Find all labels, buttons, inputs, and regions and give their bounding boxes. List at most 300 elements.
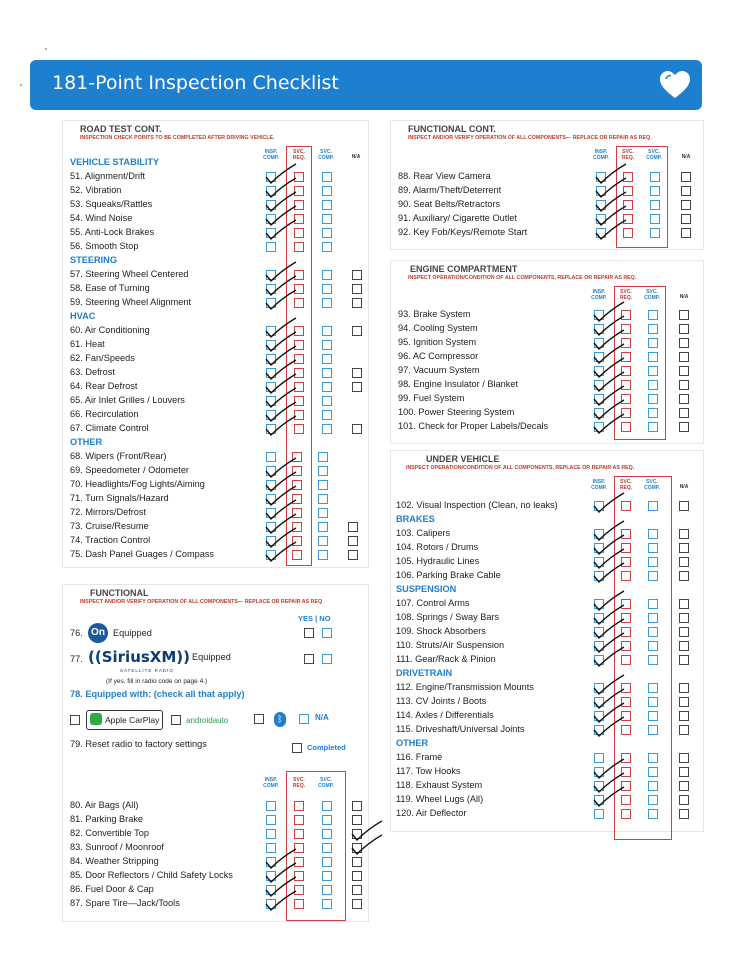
rt-2-1-insp-checkbox[interactable]: [266, 340, 276, 350]
functional-cont-title: FUNCTIONAL CONT.: [408, 124, 496, 134]
uv-3-0-na-checkbox[interactable]: [679, 753, 689, 763]
uv-3-3-svc-comp-checkbox[interactable]: [648, 795, 658, 805]
sirius-yes-checkbox[interactable]: [304, 654, 314, 664]
uv-1-4-insp-checkbox[interactable]: [594, 655, 604, 665]
rt-0-5-svc-comp-checkbox[interactable]: [322, 242, 332, 252]
checklist-item-label: 109. Shock Absorbers: [396, 626, 486, 636]
col-insp-2: INSP. COMP.: [263, 777, 279, 789]
uv-first-svc-req-checkbox[interactable]: [621, 501, 631, 511]
uv-2-2-svc-req-checkbox[interactable]: [621, 711, 631, 721]
en-4-svc-comp-checkbox[interactable]: [648, 366, 658, 376]
rt-2-7-insp-checkbox[interactable]: [266, 424, 276, 434]
header-banner: [30, 60, 702, 110]
en-3-svc-req-checkbox[interactable]: [621, 352, 631, 362]
carplay-logo: [86, 710, 163, 730]
uv-0-0-svc-req-checkbox[interactable]: [621, 529, 631, 539]
en-5-na-checkbox[interactable]: [679, 380, 689, 390]
uv-2-0-svc-comp-checkbox[interactable]: [648, 683, 658, 693]
item-76-number: 76.: [70, 628, 83, 638]
fn-2-svc-req-checkbox[interactable]: [294, 829, 304, 839]
uv-3-4-svc-comp-checkbox[interactable]: [648, 809, 658, 819]
uv-2-1-na-checkbox[interactable]: [679, 697, 689, 707]
rt-0-0-svc-comp-checkbox[interactable]: [322, 172, 332, 182]
android-auto-checkbox[interactable]: [171, 715, 181, 725]
uv-3-2-svc-comp-checkbox[interactable]: [648, 781, 658, 791]
uv-2-2-na-checkbox[interactable]: [679, 711, 689, 721]
rt-1-2-svc-req-checkbox[interactable]: [294, 298, 304, 308]
rt-3-5-insp-checkbox[interactable]: [266, 522, 276, 532]
fn-4-svc-req-checkbox[interactable]: [294, 857, 304, 867]
fn-7-svc-req-checkbox[interactable]: [294, 899, 304, 909]
fc-3-svc-req-checkbox[interactable]: [623, 214, 633, 224]
en-1-na-checkbox[interactable]: [679, 324, 689, 334]
uv-1-2-svc-comp-checkbox[interactable]: [648, 627, 658, 637]
fn-2-insp-checkbox[interactable]: [266, 829, 276, 839]
en-7-insp-checkbox[interactable]: [594, 408, 604, 418]
rt-3-0-insp-checkbox[interactable]: [266, 452, 276, 462]
uv-0-2-insp-checkbox[interactable]: [594, 557, 604, 567]
uv-2-2-insp-checkbox[interactable]: [594, 711, 604, 721]
uv-0-1-svc-req-checkbox[interactable]: [621, 543, 631, 553]
fc-0-na-checkbox[interactable]: [681, 172, 691, 182]
rt-3-6-svc-comp-checkbox[interactable]: [318, 536, 328, 546]
en-8-svc-req-checkbox[interactable]: [621, 422, 631, 432]
uv-3-2-svc-req-checkbox[interactable]: [621, 781, 631, 791]
fn-2-na-checkbox[interactable]: [352, 829, 362, 839]
fc-0-svc-req-checkbox[interactable]: [623, 172, 633, 182]
fc-1-svc-comp-checkbox[interactable]: [650, 186, 660, 196]
bluetooth-checkbox[interactable]: [254, 714, 264, 724]
rt-0-2-svc-comp-checkbox[interactable]: [322, 200, 332, 210]
rt-1-2-svc-comp-checkbox[interactable]: [322, 298, 332, 308]
checklist-item-label: 83. Sunroof / Moonroof: [70, 842, 164, 852]
rt-0-5-insp-checkbox[interactable]: [266, 242, 276, 252]
uv-3-2-insp-checkbox[interactable]: [594, 781, 604, 791]
uv-0-0-na-checkbox[interactable]: [679, 529, 689, 539]
na-checkbox[interactable]: [299, 714, 309, 724]
uv-first-insp-checkbox[interactable]: [594, 501, 604, 511]
rt-3-4-svc-req-checkbox[interactable]: [292, 508, 302, 518]
checklist-item-label: 63. Defrost: [70, 367, 115, 377]
en-6-svc-req-checkbox[interactable]: [621, 394, 631, 404]
carplay-label: Apple CarPlay: [105, 715, 160, 725]
col-na-3: N/A: [681, 154, 691, 160]
fn-1-svc-comp-checkbox[interactable]: [322, 815, 332, 825]
uv-1-3-svc-req-checkbox[interactable]: [621, 641, 631, 651]
road-test-title: ROAD TEST CONT.: [80, 124, 162, 134]
rt-0-4-insp-checkbox[interactable]: [266, 228, 276, 238]
rt-3-6-insp-checkbox[interactable]: [266, 536, 276, 546]
en-8-insp-checkbox[interactable]: [594, 422, 604, 432]
fn-1-na-checkbox[interactable]: [352, 815, 362, 825]
fc-2-na-checkbox[interactable]: [681, 200, 691, 210]
en-7-svc-req-checkbox[interactable]: [621, 408, 631, 418]
rt-0-1-svc-comp-checkbox[interactable]: [322, 186, 332, 196]
uv-0-3-na-checkbox[interactable]: [679, 571, 689, 581]
rt-3-2-svc-comp-checkbox[interactable]: [318, 480, 328, 490]
uv-1-4-svc-req-checkbox[interactable]: [621, 655, 631, 665]
uv-2-3-svc-comp-checkbox[interactable]: [648, 725, 658, 735]
rt-2-7-svc-req-checkbox[interactable]: [294, 424, 304, 434]
fn-5-svc-req-checkbox[interactable]: [294, 871, 304, 881]
bluetooth-icon: ᛒ: [274, 712, 286, 727]
rt-3-7-svc-req-checkbox[interactable]: [292, 550, 302, 560]
uv-2-0-insp-checkbox[interactable]: [594, 683, 604, 693]
en-0-svc-comp-checkbox[interactable]: [648, 310, 658, 320]
rt-2-0-na-checkbox[interactable]: [352, 326, 362, 336]
uv-1-0-svc-comp-checkbox[interactable]: [648, 599, 658, 609]
uv-3-1-na-checkbox[interactable]: [679, 767, 689, 777]
rt-0-3-svc-comp-checkbox[interactable]: [322, 214, 332, 224]
en-2-svc-req-checkbox[interactable]: [621, 338, 631, 348]
checklist-item-label: 97. Vacuum System: [398, 365, 480, 375]
uv-3-2-na-checkbox[interactable]: [679, 781, 689, 791]
rt-3-3-svc-comp-checkbox[interactable]: [318, 494, 328, 504]
uv-1-3-na-checkbox[interactable]: [679, 641, 689, 651]
fn-2-svc-comp-checkbox[interactable]: [322, 829, 332, 839]
uv-2-1-insp-checkbox[interactable]: [594, 697, 604, 707]
fn-7-insp-checkbox[interactable]: [266, 899, 276, 909]
uv-0-1-na-checkbox[interactable]: [679, 543, 689, 553]
onstar-logo: On: [88, 623, 108, 643]
fn-0-na-checkbox[interactable]: [352, 801, 362, 811]
onstar-yes-checkbox[interactable]: [304, 628, 314, 638]
fc-4-na-checkbox[interactable]: [681, 228, 691, 238]
rt-3-5-na-checkbox[interactable]: [348, 522, 358, 532]
rt-2-5-svc-req-checkbox[interactable]: [294, 396, 304, 406]
rt-1-1-na-checkbox[interactable]: [352, 284, 362, 294]
uv-3-1-svc-req-checkbox[interactable]: [621, 767, 631, 777]
rt-2-4-na-checkbox[interactable]: [352, 382, 362, 392]
en-1-svc-comp-checkbox[interactable]: [648, 324, 658, 334]
fn-5-na-checkbox[interactable]: [352, 871, 362, 881]
uv-0-2-svc-req-checkbox[interactable]: [621, 557, 631, 567]
rt-2-0-svc-comp-checkbox[interactable]: [322, 326, 332, 336]
fn-6-svc-req-checkbox[interactable]: [294, 885, 304, 895]
rt-2-4-svc-req-checkbox[interactable]: [294, 382, 304, 392]
checklist-item-label: 117. Tow Hooks: [396, 766, 461, 776]
rt-3-6-na-checkbox[interactable]: [348, 536, 358, 546]
en-0-na-checkbox[interactable]: [679, 310, 689, 320]
rt-0-1-svc-req-checkbox[interactable]: [294, 186, 304, 196]
rt-2-6-svc-comp-checkbox[interactable]: [322, 410, 332, 420]
uv-2-0-svc-req-checkbox[interactable]: [621, 683, 631, 693]
uv-first-na-checkbox[interactable]: [679, 501, 689, 511]
page-title: 181-Point Inspection Checklist: [52, 72, 339, 94]
rt-3-7-insp-checkbox[interactable]: [266, 550, 276, 560]
checklist-item-label: 93. Brake System: [398, 309, 471, 319]
rt-1-0-na-checkbox[interactable]: [352, 270, 362, 280]
uv-3-4-na-checkbox[interactable]: [679, 809, 689, 819]
en-6-insp-checkbox[interactable]: [594, 394, 604, 404]
uv-1-0-na-checkbox[interactable]: [679, 599, 689, 609]
en-5-svc-req-checkbox[interactable]: [621, 380, 631, 390]
fn-3-svc-comp-checkbox[interactable]: [322, 843, 332, 853]
uv-1-1-na-checkbox[interactable]: [679, 613, 689, 623]
rt-2-6-insp-checkbox[interactable]: [266, 410, 276, 420]
uv-0-0-svc-comp-checkbox[interactable]: [648, 529, 658, 539]
rt-0-0-insp-checkbox[interactable]: [266, 172, 276, 182]
rt-2-2-svc-comp-checkbox[interactable]: [322, 354, 332, 364]
na-label: N/A: [315, 713, 329, 722]
rt-3-0-svc-comp-checkbox[interactable]: [318, 452, 328, 462]
uv-3-3-na-checkbox[interactable]: [679, 795, 689, 805]
rt-1-2-na-checkbox[interactable]: [352, 298, 362, 308]
fn-0-svc-comp-checkbox[interactable]: [322, 801, 332, 811]
fc-3-svc-comp-checkbox[interactable]: [650, 214, 660, 224]
checklist-item-label: 80. Air Bags (All): [70, 800, 139, 810]
fc-1-svc-req-checkbox[interactable]: [623, 186, 633, 196]
uv-0-2-na-checkbox[interactable]: [679, 557, 689, 567]
en-4-insp-checkbox[interactable]: [594, 366, 604, 376]
checklist-item-label: 118. Exhaust System: [396, 780, 483, 790]
rt-0-1-insp-checkbox[interactable]: [266, 186, 276, 196]
uv-3-0-svc-comp-checkbox[interactable]: [648, 753, 658, 763]
fn-0-svc-req-checkbox[interactable]: [294, 801, 304, 811]
rt-3-1-insp-checkbox[interactable]: [266, 466, 276, 476]
uv-2-1-svc-req-checkbox[interactable]: [621, 697, 631, 707]
en-8-svc-comp-checkbox[interactable]: [648, 422, 658, 432]
uv-3-3-svc-req-checkbox[interactable]: [621, 795, 631, 805]
col-svc-comp-2: SVC. COMP.: [318, 777, 334, 789]
uv-1-4-na-checkbox[interactable]: [679, 655, 689, 665]
uv-2-0-na-checkbox[interactable]: [679, 683, 689, 693]
rt-0-0-svc-req-checkbox[interactable]: [294, 172, 304, 182]
en-1-svc-req-checkbox[interactable]: [621, 324, 631, 334]
fn-3-svc-req-checkbox[interactable]: [294, 843, 304, 853]
rt-3-7-na-checkbox[interactable]: [348, 550, 358, 560]
fn-1-insp-checkbox[interactable]: [266, 815, 276, 825]
en-7-na-checkbox[interactable]: [679, 408, 689, 418]
rt-2-2-svc-req-checkbox[interactable]: [294, 354, 304, 364]
en-8-na-checkbox[interactable]: [679, 422, 689, 432]
uv-0-3-insp-checkbox[interactable]: [594, 571, 604, 581]
carplay-checkbox[interactable]: [70, 715, 80, 725]
fc-2-svc-comp-checkbox[interactable]: [650, 200, 660, 210]
rt-0-2-svc-req-checkbox[interactable]: [294, 200, 304, 210]
rt-3-3-svc-req-checkbox[interactable]: [292, 494, 302, 504]
rt-0-2-insp-checkbox[interactable]: [266, 200, 276, 210]
rt-2-5-svc-comp-checkbox[interactable]: [322, 396, 332, 406]
rt-3-5-svc-req-checkbox[interactable]: [292, 522, 302, 532]
checklist-item-label: 87. Spare Tire—Jack/Tools: [70, 898, 180, 908]
rt-2-3-insp-checkbox[interactable]: [266, 368, 276, 378]
rt-2-7-svc-comp-checkbox[interactable]: [322, 424, 332, 434]
rt-2-7-na-checkbox[interactable]: [352, 424, 362, 434]
fn-4-na-checkbox[interactable]: [352, 857, 362, 867]
rt-1-0-insp-checkbox[interactable]: [266, 270, 276, 280]
fc-0-svc-comp-checkbox[interactable]: [650, 172, 660, 182]
under-vehicle-section: [396, 454, 708, 834]
uv-0-2-svc-comp-checkbox[interactable]: [648, 557, 658, 567]
fn-6-insp-checkbox[interactable]: [266, 885, 276, 895]
fn-4-svc-comp-checkbox[interactable]: [322, 857, 332, 867]
item-77-number: 77.: [70, 654, 83, 664]
uv-3-1-svc-comp-checkbox[interactable]: [648, 767, 658, 777]
en-4-na-checkbox[interactable]: [679, 366, 689, 376]
checklist-item-label: 105. Hydraulic Lines: [396, 556, 480, 566]
fc-4-svc-comp-checkbox[interactable]: [650, 228, 660, 238]
uv-0-3-svc-comp-checkbox[interactable]: [648, 571, 658, 581]
rt-1-0-svc-req-checkbox[interactable]: [294, 270, 304, 280]
rt-1-1-svc-comp-checkbox[interactable]: [322, 284, 332, 294]
rt-2-6-svc-req-checkbox[interactable]: [294, 410, 304, 420]
checklist-item-label: 101. Check for Proper Labels/Decals: [398, 421, 549, 431]
uv-0-1-insp-checkbox[interactable]: [594, 543, 604, 553]
uv-3-0-svc-req-checkbox[interactable]: [621, 753, 631, 763]
checklist-item-label: 59. Steering Wheel Alignment: [70, 297, 192, 307]
siriusxm-sub: SATELLITE RADIO: [120, 668, 174, 673]
col-svc-comp-3: SVC. COMP.: [646, 149, 662, 161]
fc-4-svc-req-checkbox[interactable]: [623, 228, 633, 238]
rt-0-4-svc-req-checkbox[interactable]: [294, 228, 304, 238]
rt-3-0-svc-req-checkbox[interactable]: [292, 452, 302, 462]
uv-first-svc-comp-checkbox[interactable]: [648, 501, 658, 511]
onstar-no-checkbox[interactable]: [322, 628, 332, 638]
checklist-item-label: 108. Springs / Sway Bars: [396, 612, 500, 622]
en-0-svc-req-checkbox[interactable]: [621, 310, 631, 320]
fn-6-svc-comp-checkbox[interactable]: [322, 885, 332, 895]
rt-1-1-svc-req-checkbox[interactable]: [294, 284, 304, 294]
uv-3-4-insp-checkbox[interactable]: [594, 809, 604, 819]
fn-0-insp-checkbox[interactable]: [266, 801, 276, 811]
fc-2-svc-req-checkbox[interactable]: [623, 200, 633, 210]
col-insp-4: INSP. COMP.: [591, 289, 607, 301]
rt-2-3-svc-req-checkbox[interactable]: [294, 368, 304, 378]
rt-3-1-svc-comp-checkbox[interactable]: [318, 466, 328, 476]
fc-2-insp-checkbox[interactable]: [596, 200, 606, 210]
rt-3-1-svc-req-checkbox[interactable]: [292, 466, 302, 476]
en-5-svc-comp-checkbox[interactable]: [648, 380, 658, 390]
uv-2-1-svc-comp-checkbox[interactable]: [648, 697, 658, 707]
rt-3-3-insp-checkbox[interactable]: [266, 494, 276, 504]
rt-2-0-insp-checkbox[interactable]: [266, 326, 276, 336]
fn-1-svc-req-checkbox[interactable]: [294, 815, 304, 825]
rt-1-2-insp-checkbox[interactable]: [266, 298, 276, 308]
uv-0-1-svc-comp-checkbox[interactable]: [648, 543, 658, 553]
en-6-na-checkbox[interactable]: [679, 394, 689, 404]
uv-3-3-insp-checkbox[interactable]: [594, 795, 604, 805]
uv-2-2-svc-comp-checkbox[interactable]: [648, 711, 658, 721]
fc-0-insp-checkbox[interactable]: [596, 172, 606, 182]
rt-2-3-svc-comp-checkbox[interactable]: [322, 368, 332, 378]
rt-2-1-svc-comp-checkbox[interactable]: [322, 340, 332, 350]
rt-0-4-svc-comp-checkbox[interactable]: [322, 228, 332, 238]
rt-0-5-svc-req-checkbox[interactable]: [294, 242, 304, 252]
fc-1-na-checkbox[interactable]: [681, 186, 691, 196]
uv-2-3-svc-req-checkbox[interactable]: [621, 725, 631, 735]
en-5-insp-checkbox[interactable]: [594, 380, 604, 390]
rt-0-3-insp-checkbox[interactable]: [266, 214, 276, 224]
rt-1-1-insp-checkbox[interactable]: [266, 284, 276, 294]
fc-4-insp-checkbox[interactable]: [596, 228, 606, 238]
uv-3-1-insp-checkbox[interactable]: [594, 767, 604, 777]
rt-0-3-svc-req-checkbox[interactable]: [294, 214, 304, 224]
rt-2-4-svc-comp-checkbox[interactable]: [322, 382, 332, 392]
fn-3-na-checkbox[interactable]: [352, 843, 362, 853]
checklist-item-label: 56. Smooth Stop: [70, 241, 139, 251]
fc-3-na-checkbox[interactable]: [681, 214, 691, 224]
fn-5-svc-comp-checkbox[interactable]: [322, 871, 332, 881]
fc-1-insp-checkbox[interactable]: [596, 186, 606, 196]
functional-note: INSPECT AND/OR VERIFY OPERATION OF ALL COMPONENTS— REPLACE OR REPAIR AS REQ.: [80, 599, 324, 605]
sirius-equipped-label: Equipped: [192, 652, 231, 662]
uv-1-4-svc-comp-checkbox[interactable]: [648, 655, 658, 665]
en-3-svc-comp-checkbox[interactable]: [648, 352, 658, 362]
uv-1-1-svc-req-checkbox[interactable]: [621, 613, 631, 623]
en-1-insp-checkbox[interactable]: [594, 324, 604, 334]
uv-0-0-insp-checkbox[interactable]: [594, 529, 604, 539]
uv-1-2-na-checkbox[interactable]: [679, 627, 689, 637]
rt-3-4-svc-comp-checkbox[interactable]: [318, 508, 328, 518]
uv-1-1-insp-checkbox[interactable]: [594, 613, 604, 623]
en-7-svc-comp-checkbox[interactable]: [648, 408, 658, 418]
en-3-na-checkbox[interactable]: [679, 352, 689, 362]
en-2-svc-comp-checkbox[interactable]: [648, 338, 658, 348]
group-heading: VEHICLE STABILITY: [70, 157, 160, 167]
uv-1-3-svc-comp-checkbox[interactable]: [648, 641, 658, 651]
en-6-svc-comp-checkbox[interactable]: [648, 394, 658, 404]
rt-1-0-svc-comp-checkbox[interactable]: [322, 270, 332, 280]
uv-3-4-svc-req-checkbox[interactable]: [621, 809, 631, 819]
uv-1-0-insp-checkbox[interactable]: [594, 599, 604, 609]
rt-3-6-svc-req-checkbox[interactable]: [292, 536, 302, 546]
reset-completed-checkbox[interactable]: [292, 743, 302, 753]
rt-3-2-insp-checkbox[interactable]: [266, 480, 276, 490]
rt-2-3-na-checkbox[interactable]: [352, 368, 362, 378]
fn-4-insp-checkbox[interactable]: [266, 857, 276, 867]
rt-2-5-insp-checkbox[interactable]: [266, 396, 276, 406]
rt-2-4-insp-checkbox[interactable]: [266, 382, 276, 392]
rt-3-5-svc-comp-checkbox[interactable]: [318, 522, 328, 532]
en-3-insp-checkbox[interactable]: [594, 352, 604, 362]
uv-2-3-insp-checkbox[interactable]: [594, 725, 604, 735]
en-2-insp-checkbox[interactable]: [594, 338, 604, 348]
fn-3-insp-checkbox[interactable]: [266, 843, 276, 853]
fc-3-insp-checkbox[interactable]: [596, 214, 606, 224]
uv-1-2-svc-req-checkbox[interactable]: [621, 627, 631, 637]
rt-3-2-svc-req-checkbox[interactable]: [292, 480, 302, 490]
rt-2-1-svc-req-checkbox[interactable]: [294, 340, 304, 350]
en-4-svc-req-checkbox[interactable]: [621, 366, 631, 376]
uv-1-3-insp-checkbox[interactable]: [594, 641, 604, 651]
checklist-item-label: 111. Gear/Rack & Pinion: [396, 654, 496, 664]
fn-7-na-checkbox[interactable]: [352, 899, 362, 909]
rt-2-2-insp-checkbox[interactable]: [266, 354, 276, 364]
checklist-item-label: 91. Auxiliary/ Cigarette Outlet: [398, 213, 517, 223]
uv-0-3-svc-req-checkbox[interactable]: [621, 571, 631, 581]
engine-note: INSPECT OPERATION/CONDITION OF ALL COMPONENTS, REPLACE OR REPAIR AS REQ.: [408, 275, 637, 281]
checklist-item-label: 82. Convertible Top: [70, 828, 149, 838]
uv-1-2-insp-checkbox[interactable]: [594, 627, 604, 637]
fn-7-svc-comp-checkbox[interactable]: [322, 899, 332, 909]
rt-3-7-svc-comp-checkbox[interactable]: [318, 550, 328, 560]
fn-6-na-checkbox[interactable]: [352, 885, 362, 895]
uv-3-0-insp-checkbox[interactable]: [594, 753, 604, 763]
uv-1-1-svc-comp-checkbox[interactable]: [648, 613, 658, 623]
en-0-insp-checkbox[interactable]: [594, 310, 604, 320]
uv-2-3-na-checkbox[interactable]: [679, 725, 689, 735]
uv-1-0-svc-req-checkbox[interactable]: [621, 599, 631, 609]
en-2-na-checkbox[interactable]: [679, 338, 689, 348]
checklist-item-label: 112. Engine/Transmission Mounts: [396, 682, 534, 692]
checklist-item-label: 92. Key Fob/Keys/Remote Start: [398, 227, 528, 237]
under-note: INSPECT OPERATION/CONDITION OF ALL COMPONENTS, REPLACE OR REPAIR AS REQ.: [406, 465, 635, 471]
rt-2-0-svc-req-checkbox[interactable]: [294, 326, 304, 336]
rt-3-4-insp-checkbox[interactable]: [266, 508, 276, 518]
sirius-no-checkbox[interactable]: [322, 654, 332, 664]
fn-5-insp-checkbox[interactable]: [266, 871, 276, 881]
